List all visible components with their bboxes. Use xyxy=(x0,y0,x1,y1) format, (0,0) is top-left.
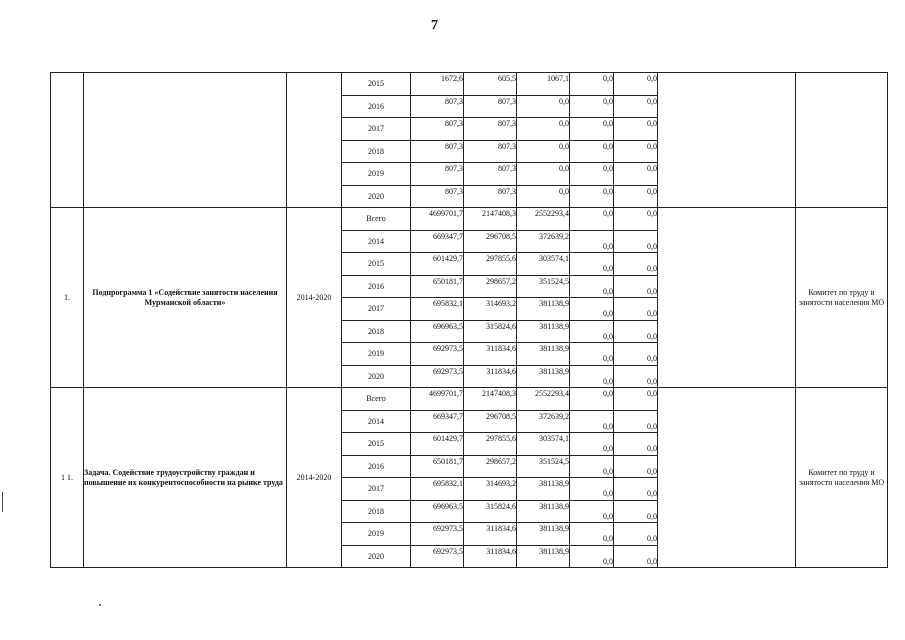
value-cell: 0,0 xyxy=(614,253,658,276)
value-cell: 650181,7 xyxy=(411,455,464,478)
value-cell: 0,0 xyxy=(570,410,614,433)
value-cell: 0,0 xyxy=(614,523,658,546)
value-cell: 297855,6 xyxy=(464,253,517,276)
year-cell: 2015 xyxy=(342,253,411,276)
result-cell xyxy=(658,208,796,388)
value-cell: 2147408,3 xyxy=(464,208,517,231)
title-cell xyxy=(84,73,287,208)
value-cell: 0,0 xyxy=(517,118,570,141)
value-cell: 381138,9 xyxy=(517,365,570,388)
value-cell: 303574,1 xyxy=(517,433,570,456)
year-cell: 2016 xyxy=(342,95,411,118)
value-cell: 0,0 xyxy=(570,365,614,388)
value-cell: 0,0 xyxy=(614,73,658,96)
value-cell: 669347,7 xyxy=(411,230,464,253)
value-cell: 669347,7 xyxy=(411,410,464,433)
value-cell: 807,3 xyxy=(411,95,464,118)
value-cell: 315824,6 xyxy=(464,320,517,343)
year-cell: Всего xyxy=(342,208,411,231)
value-cell: 0,0 xyxy=(614,388,658,411)
value-cell: 1067,1 xyxy=(517,73,570,96)
value-cell: 381138,9 xyxy=(517,500,570,523)
value-cell: 0,0 xyxy=(570,500,614,523)
value-cell: 605,5 xyxy=(464,73,517,96)
value-cell: 0,0 xyxy=(570,208,614,231)
year-cell: 2016 xyxy=(342,455,411,478)
value-cell: 0,0 xyxy=(570,118,614,141)
value-cell: 692973,5 xyxy=(411,365,464,388)
year-cell: 2019 xyxy=(342,523,411,546)
year-cell: 2020 xyxy=(342,545,411,568)
budget-table xyxy=(50,72,888,568)
value-cell: 0,0 xyxy=(570,478,614,501)
index-cell xyxy=(51,73,84,208)
value-cell: 2147408,3 xyxy=(464,388,517,411)
value-cell: 695832,1 xyxy=(411,298,464,321)
value-cell: 303574,1 xyxy=(517,253,570,276)
value-cell: 0,0 xyxy=(517,95,570,118)
value-cell: 807,3 xyxy=(411,185,464,208)
result-cell xyxy=(658,73,796,208)
value-cell: 311834,6 xyxy=(464,523,517,546)
value-cell: 0,0 xyxy=(614,230,658,253)
value-cell: 2552293,4 xyxy=(517,388,570,411)
value-cell: 381138,9 xyxy=(517,320,570,343)
value-cell: 807,3 xyxy=(464,163,517,186)
value-cell: 807,3 xyxy=(464,140,517,163)
value-cell: 0,0 xyxy=(614,163,658,186)
value-cell: 0,0 xyxy=(614,320,658,343)
value-cell: 0,0 xyxy=(570,163,614,186)
value-cell: 311834,6 xyxy=(464,343,517,366)
value-cell: 696963,5 xyxy=(411,320,464,343)
value-cell: 0,0 xyxy=(517,140,570,163)
value-cell: 0,0 xyxy=(570,95,614,118)
year-cell: 2018 xyxy=(342,320,411,343)
year-cell: 2017 xyxy=(342,118,411,141)
value-cell: 0,0 xyxy=(614,500,658,523)
value-cell: 0,0 xyxy=(614,95,658,118)
value-cell: 296708,5 xyxy=(464,410,517,433)
value-cell: 807,3 xyxy=(411,163,464,186)
value-cell: 807,3 xyxy=(464,118,517,141)
value-cell: 298657,2 xyxy=(464,455,517,478)
value-cell: 0,0 xyxy=(614,365,658,388)
value-cell: 0,0 xyxy=(614,545,658,568)
result-cell xyxy=(658,388,796,568)
year-cell: 2015 xyxy=(342,433,411,456)
value-cell: 351524,5 xyxy=(517,275,570,298)
value-cell: 0,0 xyxy=(614,343,658,366)
value-cell: 0,0 xyxy=(570,343,614,366)
value-cell: 311834,6 xyxy=(464,545,517,568)
value-cell: 351524,5 xyxy=(517,455,570,478)
year-cell: 2018 xyxy=(342,500,411,523)
value-cell: 4699701,7 xyxy=(411,388,464,411)
title-cell: Подпрограмма 1 «Содействие занятости населения Мурманской области» xyxy=(84,208,287,388)
value-cell: 0,0 xyxy=(570,140,614,163)
value-cell: 314693,2 xyxy=(464,298,517,321)
value-cell: 381138,9 xyxy=(517,343,570,366)
value-cell: 0,0 xyxy=(614,455,658,478)
table-row xyxy=(51,388,888,411)
value-cell: 0,0 xyxy=(570,298,614,321)
index-cell: 1. xyxy=(51,208,84,388)
value-cell: 1672,6 xyxy=(411,73,464,96)
value-cell: 650181,7 xyxy=(411,275,464,298)
value-cell: 0,0 xyxy=(570,230,614,253)
value-cell: 0,0 xyxy=(614,478,658,501)
page-number: 7 xyxy=(431,18,438,33)
value-cell: 0,0 xyxy=(570,185,614,208)
year-cell: 2017 xyxy=(342,298,411,321)
value-cell: 0,0 xyxy=(570,388,614,411)
value-cell: 296708,5 xyxy=(464,230,517,253)
year-cell: Всего xyxy=(342,388,411,411)
year-cell: 2019 xyxy=(342,343,411,366)
value-cell: 807,3 xyxy=(464,95,517,118)
value-cell: 807,3 xyxy=(411,140,464,163)
title-cell: Задача. Содействие трудоустройству граждан и повышение их конкурентоспособности на рынке труда xyxy=(84,388,287,568)
year-cell: 2020 xyxy=(342,365,411,388)
value-cell: 381138,9 xyxy=(517,478,570,501)
value-cell: 0,0 xyxy=(570,545,614,568)
value-cell: 0,0 xyxy=(614,185,658,208)
value-cell: 0,0 xyxy=(614,208,658,231)
value-cell: 0,0 xyxy=(614,298,658,321)
table-row xyxy=(51,73,888,96)
value-cell: 692973,5 xyxy=(411,343,464,366)
year-cell: 2019 xyxy=(342,163,411,186)
value-cell: 0,0 xyxy=(570,73,614,96)
table-row xyxy=(51,208,888,231)
value-cell: 381138,9 xyxy=(517,545,570,568)
value-cell: 0,0 xyxy=(570,275,614,298)
year-cell: 2014 xyxy=(342,230,411,253)
value-cell: 0,0 xyxy=(570,523,614,546)
value-cell: 381138,9 xyxy=(517,298,570,321)
value-cell: 692973,5 xyxy=(411,523,464,546)
value-cell: 695832,1 xyxy=(411,478,464,501)
value-cell: 4699701,7 xyxy=(411,208,464,231)
value-cell: 807,3 xyxy=(411,118,464,141)
value-cell: 372639,2 xyxy=(517,410,570,433)
value-cell: 0,0 xyxy=(614,275,658,298)
value-cell: 601429,7 xyxy=(411,253,464,276)
value-cell: 381138,9 xyxy=(517,523,570,546)
value-cell: 0,0 xyxy=(614,410,658,433)
value-cell: 0,0 xyxy=(614,118,658,141)
value-cell: 0,0 xyxy=(614,433,658,456)
executor-cell: Комитет по труду и занятости населения МО xyxy=(796,388,888,568)
value-cell: 298657,2 xyxy=(464,275,517,298)
value-cell: 311834,6 xyxy=(464,365,517,388)
executor-cell xyxy=(796,73,888,208)
value-cell: 0,0 xyxy=(570,455,614,478)
value-cell: 0,0 xyxy=(570,253,614,276)
year-cell: 2020 xyxy=(342,185,411,208)
period-cell xyxy=(287,73,342,208)
value-cell: 297855,6 xyxy=(464,433,517,456)
year-cell: 2016 xyxy=(342,275,411,298)
year-cell: 2014 xyxy=(342,410,411,433)
value-cell: 2552293,4 xyxy=(517,208,570,231)
value-cell: 0,0 xyxy=(517,185,570,208)
value-cell: 692973,5 xyxy=(411,545,464,568)
value-cell: 315824,6 xyxy=(464,500,517,523)
index-cell: 1 1. xyxy=(51,388,84,568)
value-cell: 372639,2 xyxy=(517,230,570,253)
period-cell: 2014-2020 xyxy=(287,388,342,568)
value-cell: 807,3 xyxy=(464,185,517,208)
scan-speck xyxy=(99,604,101,606)
year-cell: 2017 xyxy=(342,478,411,501)
value-cell: 0,0 xyxy=(570,433,614,456)
value-cell: 601429,7 xyxy=(411,433,464,456)
year-cell: 2018 xyxy=(342,140,411,163)
value-cell: 0,0 xyxy=(570,320,614,343)
value-cell: 696963,5 xyxy=(411,500,464,523)
year-cell: 2015 xyxy=(342,73,411,96)
executor-cell: Комитет по труду и занятости населения МО xyxy=(796,208,888,388)
value-cell: 314693,2 xyxy=(464,478,517,501)
period-cell: 2014-2020 xyxy=(287,208,342,388)
value-cell: 0,0 xyxy=(517,163,570,186)
value-cell: 0,0 xyxy=(614,140,658,163)
scan-margin-mark xyxy=(2,492,3,512)
